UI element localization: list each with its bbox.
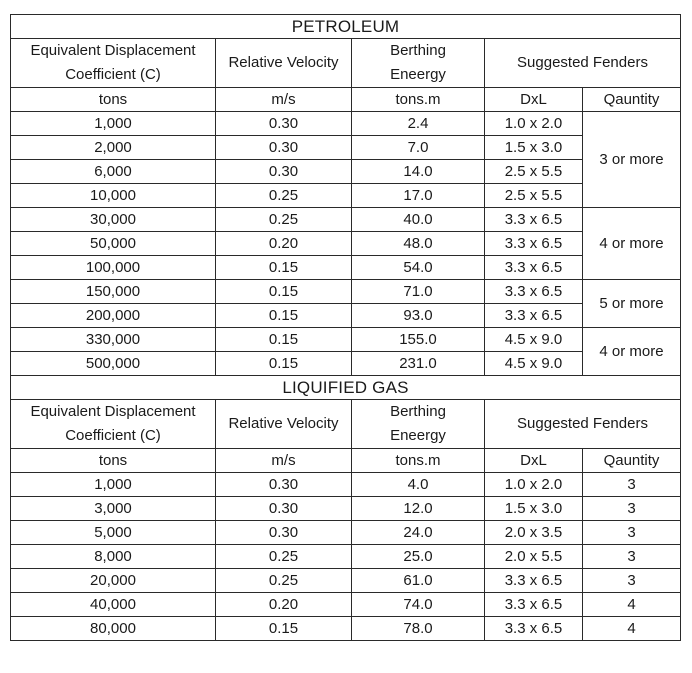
header-line: Equivalent Displacement	[30, 42, 196, 59]
cell-energy: 2.4	[352, 112, 485, 136]
cell-fender-size: 3.3 x 6.5	[485, 304, 583, 328]
header-coefficient	[11, 400, 216, 449]
header-line: Eneergy	[390, 66, 446, 83]
cell-quantity: 3	[583, 497, 681, 521]
cell-velocity: 0.25	[216, 545, 352, 569]
cell-fender-size: 2.0 x 3.5	[485, 521, 583, 545]
cell-fender-size: 1.5 x 3.0	[485, 497, 583, 521]
cell-velocity: 0.15	[216, 328, 352, 352]
cell-quantity-group: 4 or more	[583, 208, 681, 280]
cell-quantity: 4	[583, 593, 681, 617]
header-row	[11, 400, 681, 449]
cell-fender-size: 1.0 x 2.0	[485, 473, 583, 497]
cell-quantity-group: 5 or more	[583, 280, 681, 328]
header-line: Berthing	[390, 42, 446, 59]
header-line: Coefficient (C)	[65, 66, 161, 83]
cell-fender-size: 3.3 x 6.5	[485, 256, 583, 280]
table-row	[11, 521, 681, 545]
header-line: Berthing	[390, 403, 446, 420]
section-title-row	[11, 15, 681, 39]
cell-displacement: 100,000	[11, 256, 216, 280]
unit-velocity: m/s	[216, 88, 352, 112]
table-row	[11, 593, 681, 617]
cell-energy: 7.0	[352, 136, 485, 160]
cell-velocity: 0.30	[216, 136, 352, 160]
cell-velocity: 0.15	[216, 304, 352, 328]
table-row	[11, 280, 681, 304]
unit-tons: tons	[11, 449, 216, 473]
cell-displacement: 50,000	[11, 232, 216, 256]
cell-velocity: 0.25	[216, 208, 352, 232]
cell-energy: 78.0	[352, 617, 485, 641]
table-row	[11, 617, 681, 641]
cell-energy: 54.0	[352, 256, 485, 280]
cell-fender-size: 3.3 x 6.5	[485, 593, 583, 617]
cell-displacement: 5,000	[11, 521, 216, 545]
cell-displacement: 1,000	[11, 473, 216, 497]
cell-displacement: 8,000	[11, 545, 216, 569]
cell-displacement: 1,000	[11, 112, 216, 136]
cell-displacement: 2,000	[11, 136, 216, 160]
unit-dxl: DxL	[485, 449, 583, 473]
table-row	[11, 545, 681, 569]
section-title: LIQUIFIED GAS	[11, 376, 681, 400]
unit-velocity: m/s	[216, 449, 352, 473]
cell-velocity: 0.15	[216, 617, 352, 641]
cell-velocity: 0.15	[216, 256, 352, 280]
cell-velocity: 0.30	[216, 497, 352, 521]
cell-displacement: 500,000	[11, 352, 216, 376]
header-coefficient	[11, 39, 216, 88]
cell-velocity: 0.25	[216, 184, 352, 208]
cell-fender-size: 2.5 x 5.5	[485, 184, 583, 208]
header-energy	[352, 400, 485, 449]
unit-dxl: DxL	[485, 88, 583, 112]
cell-energy: 12.0	[352, 497, 485, 521]
table-row	[11, 256, 681, 280]
cell-energy: 25.0	[352, 545, 485, 569]
cell-fender-size: 4.5 x 9.0	[485, 328, 583, 352]
units-row	[11, 88, 681, 112]
cell-fender-size: 3.3 x 6.5	[485, 569, 583, 593]
cell-energy: 231.0	[352, 352, 485, 376]
cell-displacement: 20,000	[11, 569, 216, 593]
cell-fender-size: 2.0 x 5.5	[485, 545, 583, 569]
header-line: Coefficient (C)	[65, 427, 161, 444]
cell-energy: 48.0	[352, 232, 485, 256]
unit-energy: tons.m	[352, 449, 485, 473]
cell-velocity: 0.15	[216, 280, 352, 304]
cell-displacement: 200,000	[11, 304, 216, 328]
units-row	[11, 449, 681, 473]
cell-energy: 61.0	[352, 569, 485, 593]
unit-quantity: Qauntity	[583, 88, 681, 112]
table-row	[11, 232, 681, 256]
cell-displacement: 3,000	[11, 497, 216, 521]
cell-energy: 4.0	[352, 473, 485, 497]
cell-fender-size: 3.3 x 6.5	[485, 617, 583, 641]
header-velocity: Relative Velocity	[216, 39, 352, 88]
cell-energy: 24.0	[352, 521, 485, 545]
header-fenders: Suggested Fenders	[485, 39, 681, 88]
header-velocity: Relative Velocity	[216, 400, 352, 449]
cell-energy: 14.0	[352, 160, 485, 184]
cell-displacement: 10,000	[11, 184, 216, 208]
cell-quantity-group: 3 or more	[583, 112, 681, 208]
cell-quantity: 3	[583, 545, 681, 569]
cell-velocity: 0.15	[216, 352, 352, 376]
cell-fender-size: 4.5 x 9.0	[485, 352, 583, 376]
cell-displacement: 6,000	[11, 160, 216, 184]
cell-energy: 93.0	[352, 304, 485, 328]
cell-energy: 155.0	[352, 328, 485, 352]
table-row	[11, 160, 681, 184]
cell-displacement: 330,000	[11, 328, 216, 352]
section-title: PETROLEUM	[11, 15, 681, 39]
cell-velocity: 0.30	[216, 112, 352, 136]
cell-velocity: 0.30	[216, 473, 352, 497]
table-row	[11, 352, 681, 376]
cell-energy: 17.0	[352, 184, 485, 208]
table-row	[11, 112, 681, 136]
header-line: Equivalent Displacement	[30, 403, 196, 420]
header-fenders: Suggested Fenders	[485, 400, 681, 449]
cell-velocity: 0.20	[216, 232, 352, 256]
cell-fender-size: 3.3 x 6.5	[485, 232, 583, 256]
table-row	[11, 184, 681, 208]
cell-displacement: 40,000	[11, 593, 216, 617]
unit-energy: tons.m	[352, 88, 485, 112]
cell-quantity: 3	[583, 569, 681, 593]
cell-energy: 74.0	[352, 593, 485, 617]
cell-fender-size: 2.5 x 5.5	[485, 160, 583, 184]
cell-fender-size: 3.3 x 6.5	[485, 208, 583, 232]
header-energy	[352, 39, 485, 88]
cell-velocity: 0.30	[216, 160, 352, 184]
cell-displacement: 150,000	[11, 280, 216, 304]
table-row	[11, 208, 681, 232]
table-row	[11, 473, 681, 497]
cell-quantity-group: 4 or more	[583, 328, 681, 376]
cell-quantity: 3	[583, 521, 681, 545]
cell-displacement: 80,000	[11, 617, 216, 641]
cell-energy: 71.0	[352, 280, 485, 304]
cell-quantity: 3	[583, 473, 681, 497]
fender-selection-table	[10, 14, 681, 641]
header-row	[11, 39, 681, 88]
cell-quantity: 4	[583, 617, 681, 641]
unit-quantity: Qauntity	[583, 449, 681, 473]
table-row	[11, 569, 681, 593]
cell-velocity: 0.30	[216, 521, 352, 545]
unit-tons: tons	[11, 88, 216, 112]
table-row	[11, 304, 681, 328]
cell-displacement: 30,000	[11, 208, 216, 232]
table-row	[11, 136, 681, 160]
cell-velocity: 0.25	[216, 569, 352, 593]
table-row	[11, 497, 681, 521]
section-title-row	[11, 376, 681, 400]
cell-fender-size: 3.3 x 6.5	[485, 280, 583, 304]
cell-fender-size: 1.5 x 3.0	[485, 136, 583, 160]
table-row	[11, 328, 681, 352]
cell-fender-size: 1.0 x 2.0	[485, 112, 583, 136]
header-line: Eneergy	[390, 427, 446, 444]
cell-energy: 40.0	[352, 208, 485, 232]
cell-velocity: 0.20	[216, 593, 352, 617]
